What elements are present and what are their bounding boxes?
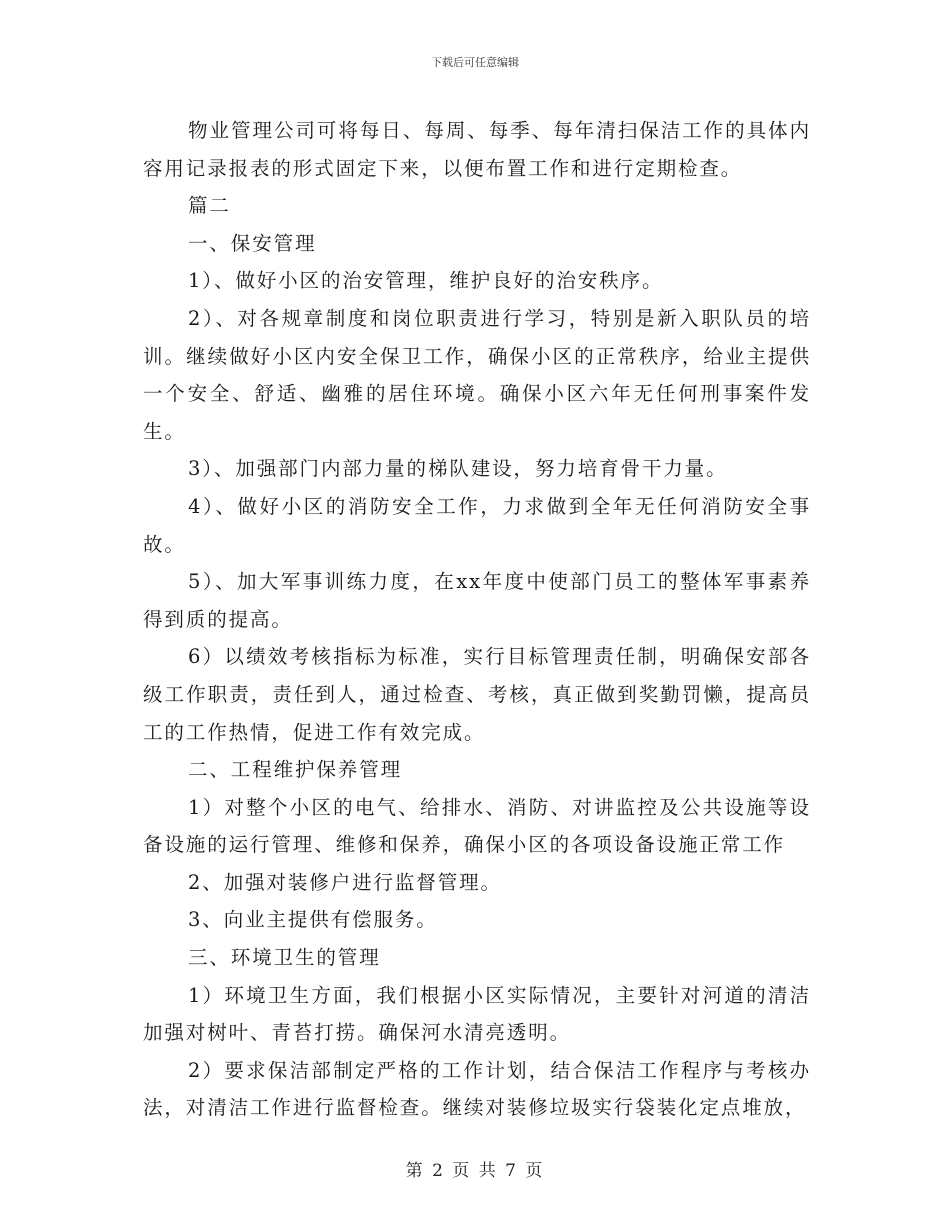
paragraph: 1）环境卫生方面，我们根据小区实际情况，主要针对河道的清洁加强对树叶、青苔打捞。确保河水清亮透明。 [143, 983, 811, 1045]
document-body [143, 112, 811, 1127]
paragraph: 4）、做好小区的消防安全工作，力求做到全年无任何消防安全事故。 [143, 494, 811, 556]
section-heading: 二、工程维护保养管理 [188, 758, 403, 782]
paragraph: 2）要求保洁部制定严格的工作计划，结合保洁工作程序与考核办法，对清洁工作进行监督检查。继续对装修垃圾实行袋装化定点堆放， [143, 1058, 811, 1120]
paragraph: 2、加强对装修户进行监督管理。 [188, 870, 502, 894]
paragraph: 物业管理公司可将每日、每周、每季、每年清扫保洁工作的具体内容用记录报表的形式固定下来，以便布置工作和进行定期检查。 [143, 119, 811, 180]
paragraph: 2）、对各规章制度和岗位职责进行学习，特别是新入职队员的培训。继续做好小区内安全保卫工作，确保小区的正常秩序，给业主提供一个安全、舒适、幽雅的居住环境。确保小区六年无任何刑事案件发生。 [143, 306, 811, 443]
page-header-note: 下载后可任意编辑 [431, 56, 519, 69]
paragraph: 1）、做好小区的治安管理，维护良好的治安秩序。 [188, 269, 664, 293]
paragraph: 3、向业主提供有偿服务。 [188, 908, 438, 932]
section-heading: 三、环境卫生的管理 [188, 946, 381, 970]
paragraph: 5）、加大军事训练力度，在xx年度中使部门员工的整体军事素养得到质的提高。 [143, 570, 811, 631]
section-title: 篇二 [188, 194, 231, 218]
page-number: 第 2 页 共 7 页 [405, 1161, 545, 1181]
section-heading: 一、保安管理 [188, 231, 317, 255]
paragraph: 3）、加强部门内部力量的梯队建设，努力培育骨干力量。 [188, 457, 728, 481]
paragraph: 6）以绩效考核指标为标准，实行目标管理责任制，明确保安部各级工作职责，责任到人，通过检查、考核，真正做到奖勤罚懒，提高员工的工作热情，促进工作有效完成。 [143, 645, 811, 744]
paragraph: 1）对整个小区的电气、给排水、消防、对讲监控及公共设施等设备设施的运行管理、维修和保养，确保小区的各项设备设施正常工作 [143, 795, 811, 857]
